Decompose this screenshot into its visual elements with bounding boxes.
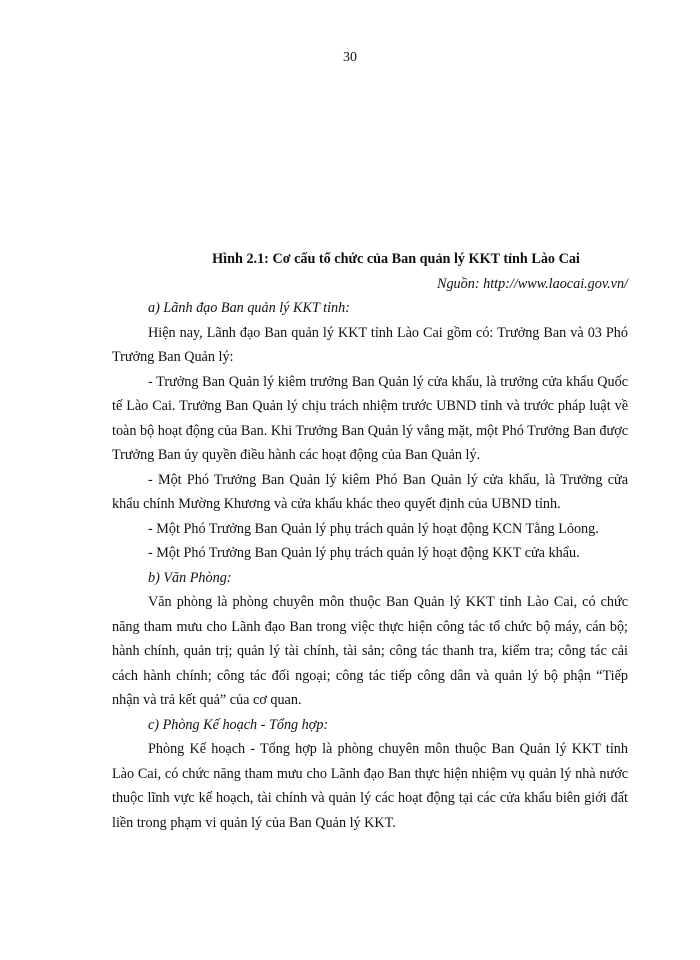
page-number: 30 xyxy=(343,50,357,65)
section-a-item-3: - Một Phó Trưởng Ban Quản lý phụ trách quản lý hoạt động KCN Tằng Lỏong. xyxy=(148,520,599,537)
section-c-body: Phòng Kế hoạch - Tổng hợp là phòng chuyên môn thuộc Ban Quản lý KKT tỉnh Lào Cai, có chức năng tham mưu cho Lãnh đạo Ban thực hiện nhiệm vụ quản lý nhà nước thuộc lĩnh vực kế hoạch, tài chính và quản lý các hoạt động tại các cửa khẩu biên giới đất liền trong phạm vi quản lý của Ban Quản lý KKT. xyxy=(112,741,628,831)
section-a-item-4: - Một Phó Trưởng Ban Quản lý phụ trách quản lý hoạt động KKT cửa khẩu. xyxy=(148,545,580,561)
section-a-item-2: - Một Phó Trưởng Ban Quản lý kiêm Phó Ban Quản lý cửa khẩu, là Trưởng cửa khẩu chính Mường Khương và cửa khẩu khác theo quyết định của UBND tỉnh. xyxy=(112,471,628,512)
section-a-heading: a) Lãnh đạo Ban quản lý KKT tỉnh: xyxy=(148,300,350,316)
section-a-item-1: - Trưởng Ban Quản lý kiêm trưởng Ban Quản lý cửa khẩu, là trưởng cửa khẩu Quốc tế Lào Cai. Trưởng Ban Quản lý chịu trách nhiệm trước UBND tỉnh và trước pháp luật về toàn bộ hoạt động của Ban. Khi Trưởng Ban Quản lý vắng mặt, một Phó Trưởng Ban được Trưởng Ban ủy quyền điều hành các hoạt động của Ban Quản lý. xyxy=(112,373,628,463)
page-body xyxy=(112,247,628,835)
figure-source: Nguồn: http://www.laocai.gov.vn/ xyxy=(437,275,628,292)
figure-caption: Hình 2.1: Cơ cấu tổ chức của Ban quản lý KKT tỉnh Lào Cai xyxy=(212,251,580,267)
section-b-heading: b) Văn Phòng: xyxy=(148,569,232,586)
section-b-body: Văn phòng là phòng chuyên môn thuộc Ban Quản lý KKT tỉnh Lào Cai, có chức năng tham mưu cho Lãnh đạo Ban trong việc thực hiện công tác tổ chức bộ máy, cán bộ; hành chính, quản trị; quản lý tài chính, tài sản; công tác thanh tra, kiểm tra; công tác cải cách hành chính; công tác đối ngoại; công tác tiếp công dân và quản lý bộ phận “Tiếp nhận và trả kết quả” của cơ quan. xyxy=(112,594,628,708)
section-a-intro: Hiện nay, Lãnh đạo Ban quản lý KKT tỉnh Lào Cai gồm có: Trưởng Ban và 03 Phó Trưởng Ban Quản lý: xyxy=(112,324,628,365)
section-c-heading: c) Phòng Kế hoạch - Tổng hợp: xyxy=(148,716,329,733)
